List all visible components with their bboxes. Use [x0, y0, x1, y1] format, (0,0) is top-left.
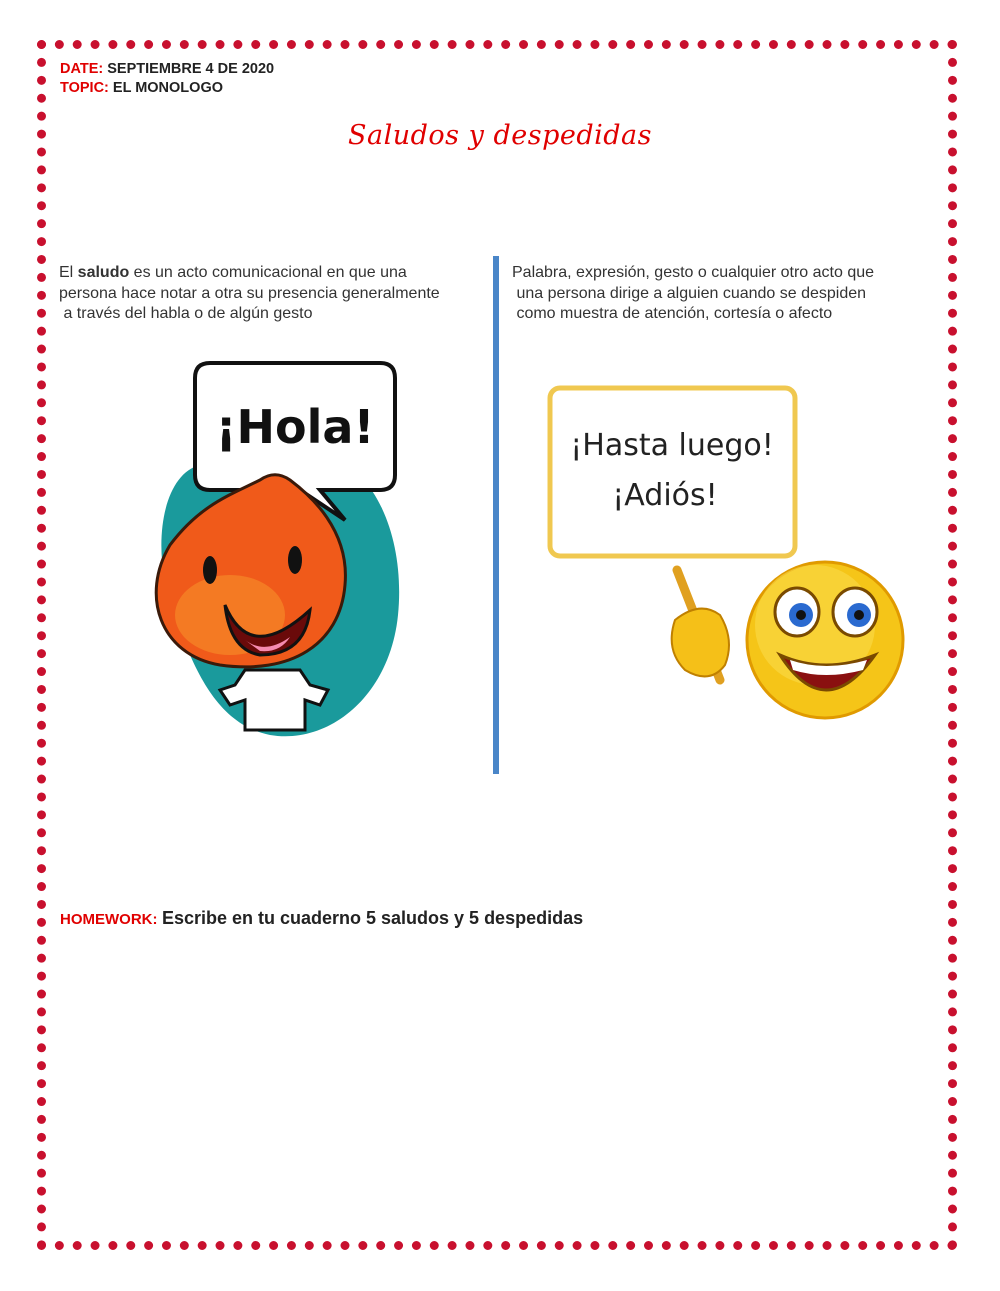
sign-text-hasta-luego: ¡Hasta luego! [570, 428, 774, 463]
adios-smiley-illustration [525, 380, 925, 745]
saludo-definition [59, 263, 440, 325]
header [60, 60, 274, 98]
saludo-keyword: saludo [77, 264, 130, 281]
despedida-line-1: Palabra, expresión, gesto o cualquier otro acto que [512, 264, 875, 281]
hand-shape [672, 609, 729, 677]
despedida-line-2: una persona dirige a alguien cuando se despiden [512, 284, 867, 302]
homework-label: HOMEWORK: [60, 911, 158, 928]
despedida-definition [512, 263, 874, 325]
homework-text: Escribe en tu cuaderno 5 saludos y 5 despedidas [161, 908, 584, 928]
hola-character-illustration [140, 355, 420, 740]
saludo-line-2: persona hace notar a otra su presencia generalmente [59, 284, 440, 302]
column-divider [493, 256, 499, 774]
topic-value: EL MONOLOGO [112, 80, 224, 96]
sign-text-adios: ¡Adiós! [612, 478, 718, 513]
sign-board-shape [550, 388, 795, 556]
right-eye-shape [288, 546, 302, 574]
hola-bubble-text: ¡Hola! [215, 400, 375, 454]
date-label: DATE: [60, 61, 104, 77]
saludo-line-1: El saludo es un acto comunicacional en que una [59, 264, 407, 281]
page-title: Saludos y despedidas [348, 120, 652, 151]
topic-label: TOPIC: [60, 80, 109, 96]
despedida-line-3: como muestra de atención, cortesía o afecto [512, 305, 833, 322]
date-value: SEPTIEMBRE 4 DE 2020 [107, 61, 275, 77]
date-line [60, 60, 274, 79]
smiley-right-pupil [854, 610, 864, 620]
saludo-line-3: a través del habla o de algún gesto [59, 305, 313, 322]
homework [60, 908, 583, 929]
topic-line [60, 79, 274, 98]
left-eye-shape [203, 556, 217, 584]
smiley-left-pupil [796, 610, 806, 620]
